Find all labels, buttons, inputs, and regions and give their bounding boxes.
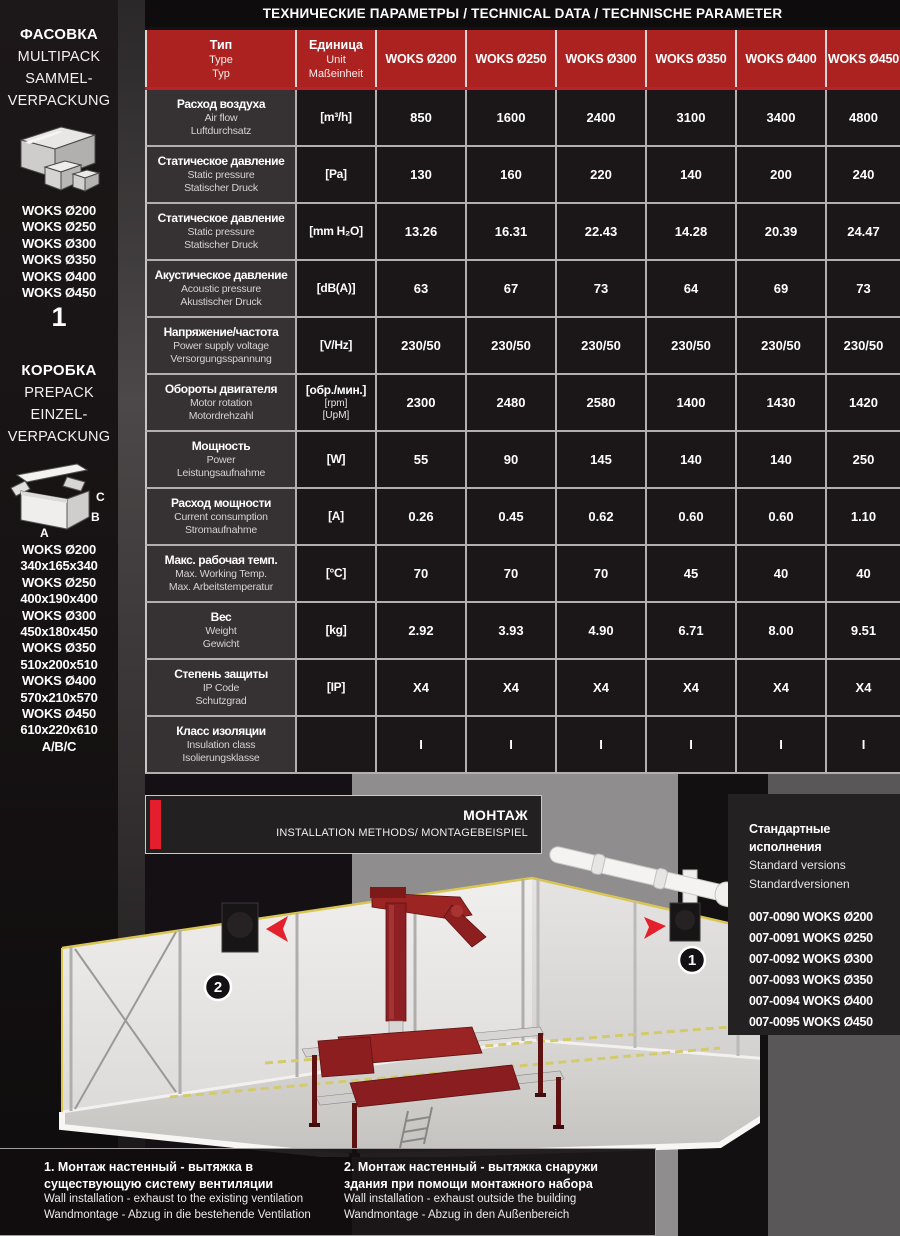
- value-cell: 200: [737, 147, 827, 204]
- model-header-cell: WOKS Ø350: [647, 30, 737, 87]
- value-cell: 4800: [827, 90, 900, 147]
- version-item: 007-0093 WOKS Ø350: [749, 973, 873, 987]
- caption-2-title: 2. Монтаж настенный - вытяжка снаружи здания при помощи монтажного набора: [344, 1160, 598, 1191]
- row-label-cell: Обороты двигателя Motor rotation Motordrehzahl: [145, 375, 297, 432]
- value-cell: 14.28: [647, 204, 737, 261]
- value-cell: 20.39: [737, 204, 827, 261]
- value-cell: 0.60: [737, 489, 827, 546]
- value-cell: 63: [377, 261, 467, 318]
- value-cell: 3100: [647, 90, 737, 147]
- row-label-cell: Статическое давление Static pressure Statischer Druck: [145, 204, 297, 261]
- value-cell: X4: [827, 660, 900, 717]
- value-cell: 230/50: [557, 318, 647, 375]
- table-row: [145, 90, 900, 147]
- sidebar-dimension: WOKS Ø200: [21, 542, 97, 557]
- value-cell: X4: [557, 660, 647, 717]
- row-label-cell: Макс. рабочая темп. Max. Working Temp. Max. Arbeitstemperatur: [145, 546, 297, 603]
- red-accent-bar: [150, 800, 161, 849]
- version-item: 007-0092 WOKS Ø300: [749, 952, 873, 966]
- sidebar-dimension: WOKS Ø350: [21, 640, 97, 656]
- value-cell: 140: [737, 432, 827, 489]
- value-cell: 73: [557, 261, 647, 318]
- installation-captions: [0, 1148, 656, 1236]
- value-cell: 64: [647, 261, 737, 318]
- value-cell: X4: [467, 660, 557, 717]
- value-cell: 2480: [467, 375, 557, 432]
- table-header-row: [145, 30, 900, 87]
- value-cell: 16.31: [467, 204, 557, 261]
- value-cell: 230/50: [467, 318, 557, 375]
- prepack-dimension-list: [0, 542, 118, 755]
- value-cell: 70: [557, 546, 647, 603]
- value-cell: 4.90: [557, 603, 647, 660]
- value-cell: 160: [467, 147, 557, 204]
- row-unit-cell: [Pa]: [297, 147, 377, 204]
- value-cell: I: [647, 717, 737, 774]
- value-cell: 8.00: [737, 603, 827, 660]
- table-row: [145, 660, 900, 717]
- value-cell: 2300: [377, 375, 467, 432]
- sidebar-dimension: 340x165x340: [20, 558, 98, 574]
- value-cell: 73: [827, 261, 900, 318]
- value-cell: 90: [467, 432, 557, 489]
- prepack-box-icon: [0, 455, 118, 539]
- multipack-boxes-icon: [0, 120, 118, 198]
- value-cell: X4: [377, 660, 467, 717]
- table-row: [145, 432, 900, 489]
- table-row: [145, 375, 900, 432]
- versions-subtitle-de: Standardversionen: [749, 876, 850, 891]
- row-unit-cell: [°C]: [297, 546, 377, 603]
- prepack-line: PREPACK: [24, 385, 94, 401]
- badge-1-label: 1: [687, 952, 697, 969]
- value-cell: 230/50: [827, 318, 900, 375]
- value-cell: 240: [827, 147, 900, 204]
- value-cell: 40: [827, 546, 900, 603]
- row-label-cell: Класс изоляции Insulation class Isolierungsklasse: [145, 717, 297, 774]
- sidebar-dimension: WOKS Ø450: [21, 706, 97, 722]
- value-cell: 2400: [557, 90, 647, 147]
- type-header-cell: Тип Type Typ: [145, 30, 297, 87]
- fan-2-impeller: [227, 912, 253, 938]
- model-header-cell: WOKS Ø250: [467, 30, 557, 87]
- row-unit-cell: [m³/h]: [297, 90, 377, 147]
- multipack-line: MULTIPACK: [17, 49, 101, 65]
- row-unit-cell: [W]: [297, 432, 377, 489]
- value-cell: X4: [737, 660, 827, 717]
- version-item: 007-0091 WOKS Ø250: [749, 931, 873, 945]
- multipack-model-list: [0, 203, 118, 301]
- box-dim-label-a: A: [40, 526, 49, 539]
- value-cell: 0.45: [467, 489, 557, 546]
- row-unit-cell: [обр./мин.] [rpm] [UpM]: [297, 375, 377, 432]
- model-header-cell: WOKS Ø300: [557, 30, 647, 87]
- row-label-cell: Мощность Power Leistungsaufnahme: [145, 432, 297, 489]
- value-cell: 3.93: [467, 603, 557, 660]
- model-header-cell: WOKS Ø200: [377, 30, 467, 87]
- value-cell: 140: [647, 432, 737, 489]
- row-unit-cell: [IP]: [297, 660, 377, 717]
- row-unit-cell: [297, 717, 377, 774]
- value-cell: 1400: [647, 375, 737, 432]
- value-cell: 850: [377, 90, 467, 147]
- value-cell: 70: [467, 546, 557, 603]
- row-unit-cell: [V/Hz]: [297, 318, 377, 375]
- table-row: [145, 717, 900, 774]
- value-cell: 230/50: [737, 318, 827, 375]
- fan-1-impeller: [675, 910, 695, 930]
- sidebar-dimension: A/B/C: [41, 738, 77, 754]
- value-cell: 3400: [737, 90, 827, 147]
- caption-1-title: 1. Монтаж настенный - вытяжка в существующую систему вентиляции: [44, 1160, 274, 1191]
- value-cell: 45: [647, 546, 737, 603]
- row-unit-cell: [mm H₂O]: [297, 204, 377, 261]
- row-label-cell: Вес Weight Gewicht: [145, 603, 297, 660]
- sidebar-dimension: WOKS Ø300: [21, 607, 97, 623]
- row-unit-cell: [A]: [297, 489, 377, 546]
- table-row: [145, 318, 900, 375]
- value-cell: 140: [647, 147, 737, 204]
- value-cell: I: [557, 717, 647, 774]
- value-cell: 70: [377, 546, 467, 603]
- value-cell: 24.47: [827, 204, 900, 261]
- value-cell: 13.26: [377, 204, 467, 261]
- row-label-cell: Степень защиты IP Code Schutzgrad: [145, 660, 297, 717]
- multipack-line: VERPACKUNG: [7, 93, 111, 109]
- versions-subtitle-en: Standard versions: [749, 858, 846, 872]
- value-cell: 22.43: [557, 204, 647, 261]
- table-row: [145, 603, 900, 660]
- multipack-count-badge: 1: [51, 302, 67, 332]
- value-cell: 0.62: [557, 489, 647, 546]
- standard-versions-panel: [728, 794, 900, 1035]
- value-cell: 1600: [467, 90, 557, 147]
- value-cell: 1430: [737, 375, 827, 432]
- box-dim-label-c: C: [96, 490, 105, 504]
- model-header-cell: WOKS Ø400: [737, 30, 827, 87]
- value-cell: 67: [467, 261, 557, 318]
- row-label-cell: Статическое давление Static pressure Statischer Druck: [145, 147, 297, 204]
- prepack-title: КОРОБКА: [21, 362, 97, 379]
- version-item: 007-0094 WOKS Ø400: [749, 994, 873, 1008]
- unit-header-cell: Единица Unit Maßeinheit: [297, 30, 377, 87]
- value-cell: I: [737, 717, 827, 774]
- value-cell: 1420: [827, 375, 900, 432]
- value-cell: 0.60: [647, 489, 737, 546]
- value-cell: I: [377, 717, 467, 774]
- multipack-section-header: [0, 24, 118, 112]
- versions-title: Стандартные исполнения: [749, 822, 831, 854]
- sidebar-model: WOKS Ø400: [21, 268, 97, 284]
- value-cell: 130: [377, 147, 467, 204]
- value-cell: 6.71: [647, 603, 737, 660]
- version-item: 007-0090 WOKS Ø200: [749, 910, 873, 924]
- multipack-line: SAMMEL-: [25, 71, 93, 87]
- value-cell: 1.10: [827, 489, 900, 546]
- value-cell: 220: [557, 147, 647, 204]
- sidebar-dimension: 400x190x400: [20, 591, 98, 607]
- sidebar-model: WOKS Ø200: [21, 203, 97, 218]
- sidebar-model: WOKS Ø250: [21, 219, 97, 235]
- sidebar-model: WOKS Ø300: [21, 235, 97, 251]
- value-cell: 55: [377, 432, 467, 489]
- versions-list: [749, 907, 900, 1033]
- badge-2-label: 2: [213, 979, 223, 996]
- montage-title: МОНТАЖ: [463, 807, 528, 823]
- caption-2-en: Wall installation - exhaust outside the building: [344, 1193, 577, 1205]
- value-cell: 2.92: [377, 603, 467, 660]
- caption-2: [344, 1159, 644, 1235]
- version-item: 007-0095 WOKS Ø450: [749, 1015, 873, 1029]
- prepack-section-header: [0, 360, 118, 448]
- value-cell: I: [467, 717, 557, 774]
- table-row: [145, 546, 900, 603]
- sidebar-dimension: WOKS Ø250: [21, 574, 97, 590]
- value-cell: 40: [737, 546, 827, 603]
- table-row: [145, 204, 900, 261]
- value-cell: 145: [557, 432, 647, 489]
- sidebar-dimension: 610x220x610: [20, 722, 98, 738]
- box-dim-label-b: B: [91, 510, 100, 524]
- caption-1: [44, 1159, 318, 1235]
- value-cell: X4: [647, 660, 737, 717]
- prepack-line: EINZEL-: [30, 407, 88, 423]
- montage-subtitle: INSTALLATION METHODS/ MONTAGEBEISPIEL: [276, 827, 528, 839]
- caption-1-de: Wandmontage - Abzug in die bestehende Ventilation: [44, 1208, 311, 1221]
- value-cell: 230/50: [377, 318, 467, 375]
- value-cell: 0.26: [377, 489, 467, 546]
- caption-2-de: Wandmontage - Abzug in den Außenbereich: [344, 1208, 570, 1221]
- value-cell: 230/50: [647, 318, 737, 375]
- technical-table: [145, 30, 900, 774]
- value-cell: 250: [827, 432, 900, 489]
- sidebar-dimension: WOKS Ø400: [21, 673, 97, 689]
- installation-room-illustration: [20, 845, 760, 1157]
- value-cell: 69: [737, 261, 827, 318]
- row-label-cell: Напряжение/частота Power supply voltage Versorgungsspannung: [145, 318, 297, 375]
- multipack-title: ФАСОВКА: [20, 26, 98, 43]
- prepack-line: VERPACKUNG: [7, 429, 111, 445]
- row-label-cell: Акустическое давление Acoustic pressure Akustischer Druck: [145, 261, 297, 318]
- sidebar-dimension: 510x200x510: [20, 656, 98, 672]
- value-cell: 9.51: [827, 603, 900, 660]
- value-cell: 2580: [557, 375, 647, 432]
- row-label-cell: Расход мощности Current consumption Stromaufnahme: [145, 489, 297, 546]
- table-row: [145, 147, 900, 204]
- sidebar-model: WOKS Ø450: [21, 285, 97, 301]
- table-row: [145, 489, 900, 546]
- sidebar-model: WOKS Ø350: [21, 252, 97, 268]
- model-header-cell: WOKS Ø450: [827, 30, 900, 87]
- caption-1-en: Wall installation - exhaust to the existing ventilation: [44, 1193, 304, 1205]
- montage-banner: [145, 795, 542, 854]
- sidebar-dimension: 450x180x450: [20, 624, 98, 640]
- row-unit-cell: [dB(A)]: [297, 261, 377, 318]
- row-label-cell: Расход воздуха Air flow Luftdurchsatz: [145, 90, 297, 147]
- table-title: ТЕХНИЧЕСКИЕ ПАРАМЕТРЫ / TECHNICAL DATA / TECHNISCHE PARAMETER: [145, 0, 900, 27]
- sidebar-dimension: 570x210x570: [20, 689, 98, 705]
- value-cell: I: [827, 717, 900, 774]
- table-row: [145, 261, 900, 318]
- row-unit-cell: [kg]: [297, 603, 377, 660]
